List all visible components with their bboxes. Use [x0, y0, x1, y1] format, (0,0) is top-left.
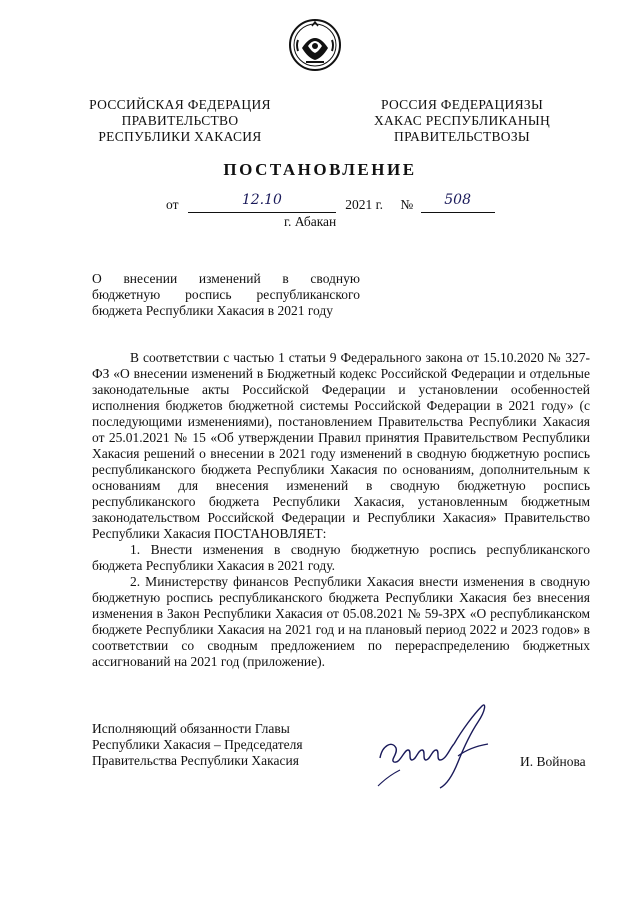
header-right-line: ХАКАС РЕСПУБЛИКАНЫҢ — [373, 113, 551, 128]
date-field — [188, 192, 336, 213]
year-text: 2021 г. — [345, 197, 383, 212]
subject-word: бюджетную — [92, 287, 161, 302]
handwritten-signature — [370, 700, 510, 790]
signatory-title-line: Исполняющий обязанности Главы — [92, 721, 290, 736]
number-field — [421, 192, 495, 213]
from-label: от — [166, 197, 179, 212]
header-right — [362, 97, 562, 145]
subject-word: внесении — [123, 271, 178, 286]
header-left — [80, 97, 280, 145]
number-label: № — [400, 197, 414, 212]
body-paragraph: 1. Внести изменения в сводную бюджетную роспись республиканского бюджета Республики Хакасия в 2021 году. — [92, 542, 590, 573]
signatory-name: И. Войнова — [520, 754, 586, 769]
subject-line: бюджета Республики Хакасия в 2021 году — [92, 303, 334, 318]
subject-word: изменений — [198, 271, 261, 286]
subject-block — [92, 271, 360, 319]
subject-word: О — [92, 271, 102, 286]
subject-word: роспись — [185, 287, 232, 302]
decree-date-number-line — [166, 192, 495, 213]
header-right-line: ПРАВИТЕЛЬСТВОЗЫ — [394, 129, 530, 144]
signatory-title — [92, 721, 303, 769]
subject-word: республиканского — [256, 287, 360, 302]
signatory-title-line: Правительства Республики Хакасия — [92, 753, 299, 768]
signatory-title-line: Республики Хакасия – Председателя — [92, 737, 303, 752]
header-left-line: РЕСПУБЛИКИ ХАКАСИЯ — [98, 129, 262, 144]
subject-word: в — [282, 271, 289, 286]
body-paragraph: 2. Министерству финансов Республики Хакасия внести изменения в сводную бюджетную роспись республиканского бюджета Республики Хакасия без внесения изменения в Закон Республики Хакасия от 05.08.2021 № 59-ЗРХ «О республиканском бюджете Республики Хакасия на 2021 год и на плановый период 2022 и 2023 годов» в соответствии со сводным предложением по перераспределению бюджетных ассигнований на 2021 год (приложение). — [92, 574, 590, 669]
subject-line — [92, 271, 360, 287]
coat-of-arms-icon — [288, 18, 342, 72]
number-handwritten: 508 — [444, 192, 471, 208]
document-body — [92, 350, 590, 670]
header-left-line: РОССИЙСКАЯ ФЕДЕРАЦИЯ — [89, 97, 271, 112]
header-right-line: РОССИЯ ФЕДЕРАЦИЯЗЫ — [380, 97, 544, 112]
body-paragraph: В соответствии с частью 1 статьи 9 Федерального закона от 15.10.2020 № 327-ФЗ «О внесении изменений в Бюджетный кодекс Российской Федерации и отдельные законодательные акты Российской Федерации и установлении особенностей исполнения бюджетов бюджетной системы Российской Федерации в 2021 году» (с последующими изменениями), постановлением Правительства Республики Хакасия от 25.01.2021 № 15 «Об утверждении Правил принятия Правительством Республики Хакасия решений о внесении в 2021 году изменений в сводную бюджетную роспись республиканского бюджета Республики Хакасия по основаниям, дополнительным к основаниям для внесения изменений в сводную бюджетную роспись республиканского бюджета Республики Хакасия, установленным бюджетным законодательством Российской Федерации и Республики Хакасия» Правительство Республики Хакасия ПОСТАНОВЛЯЕТ: — [92, 350, 590, 541]
city: г. Абакан — [284, 214, 337, 229]
subject-word: сводную — [310, 271, 360, 286]
date-handwritten: 12.10 — [241, 192, 282, 208]
subject-line — [92, 287, 360, 303]
header-left-line: ПРАВИТЕЛЬСТВО — [121, 113, 239, 128]
document-title: ПОСТАНОВЛЕНИЕ — [223, 160, 417, 179]
